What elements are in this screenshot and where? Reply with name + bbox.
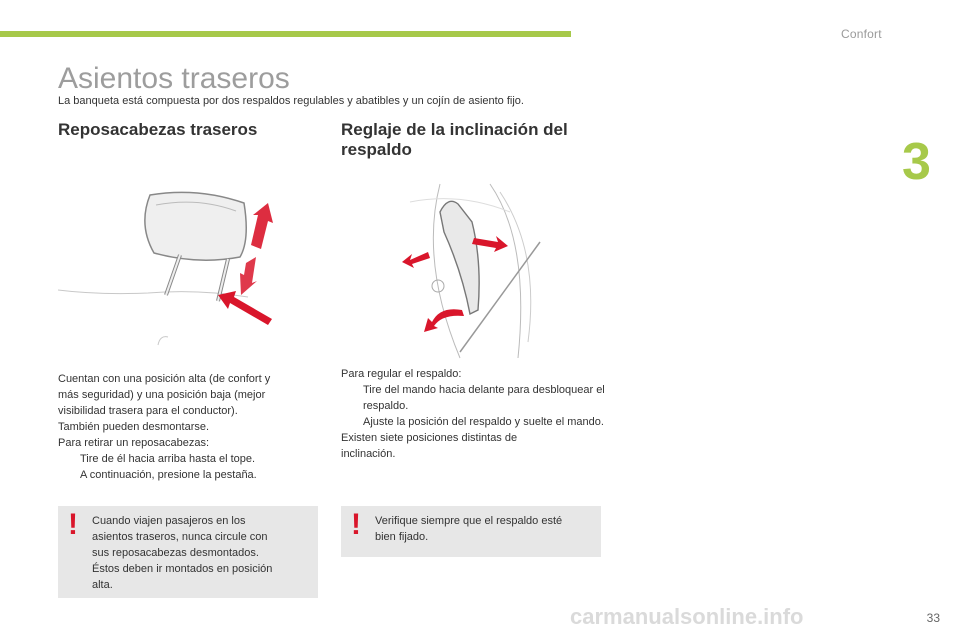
headrest-text [58,371,308,483]
warning-icon: ! [351,508,361,541]
paragraph-line: más seguridad) y una posición baja (mejor [58,389,266,401]
warning-box-backrest [341,506,601,557]
bullet-text: Tire de él hacia arriba hasta el tope. [80,453,256,465]
paragraph-line: inclinación. [341,448,396,460]
warning-line: asientos traseros, nunca circule con [92,531,268,543]
warning-line: Éstos deben ir montados en posición [92,563,273,575]
backrest-illustration [400,182,550,360]
warning-line: Cuando viajen pasajeros en los [92,515,246,527]
paragraph-line: Cuentan con una posición alta (de confort y [58,373,271,385]
paragraph-line: Para regular el respaldo: [341,368,462,380]
warning-line: sus reposacabezas desmontados. [92,547,259,559]
intro-text: La banqueta está compuesta por dos respaldos regulables y abatibles y un cojín de asiento fijo. [58,95,524,107]
list-item [58,451,308,467]
paragraph-line: También pueden desmontarse. [58,421,210,433]
bullet-text: A continuación, presione la pestaña. [80,469,257,481]
paragraph-line: visibilidad trasera para el conductor). [58,405,238,417]
section-label: Confort [841,27,882,41]
warning-text [92,513,307,593]
list-item [58,467,308,483]
warning-text [375,513,590,545]
warning-line: alta. [92,579,113,591]
backrest-text [341,366,606,462]
bullet-text: Tire del mando hacia delante para desbloquear el respaldo. [363,384,605,412]
warning-box-headrests [58,506,318,598]
list-item [341,414,606,430]
warning-icon: ! [68,508,78,541]
list-item [341,382,606,414]
chapter-number: 3 [902,133,931,191]
warning-line: bien fijado. [375,531,429,543]
paragraph-line: Para retirar un reposacabezas: [58,437,210,449]
page-title: Asientos traseros [58,62,290,95]
warning-line: Verifique siempre que el respaldo esté [375,515,563,527]
bullet-text: Ajuste la posición del respaldo y suelte el mando. [363,416,604,428]
heading-rear-headrests: Reposacabezas traseros [58,120,258,139]
paragraph-line: Existen siete posiciones distintas de [341,432,518,444]
watermark: carmanualsonline.info [570,604,804,629]
top-accent-bar [0,31,571,37]
page-number: 33 [926,611,940,625]
heading-backrest-recline: Reglaje de la inclinación del respaldo [341,120,568,159]
headrest-illustration [58,185,280,357]
